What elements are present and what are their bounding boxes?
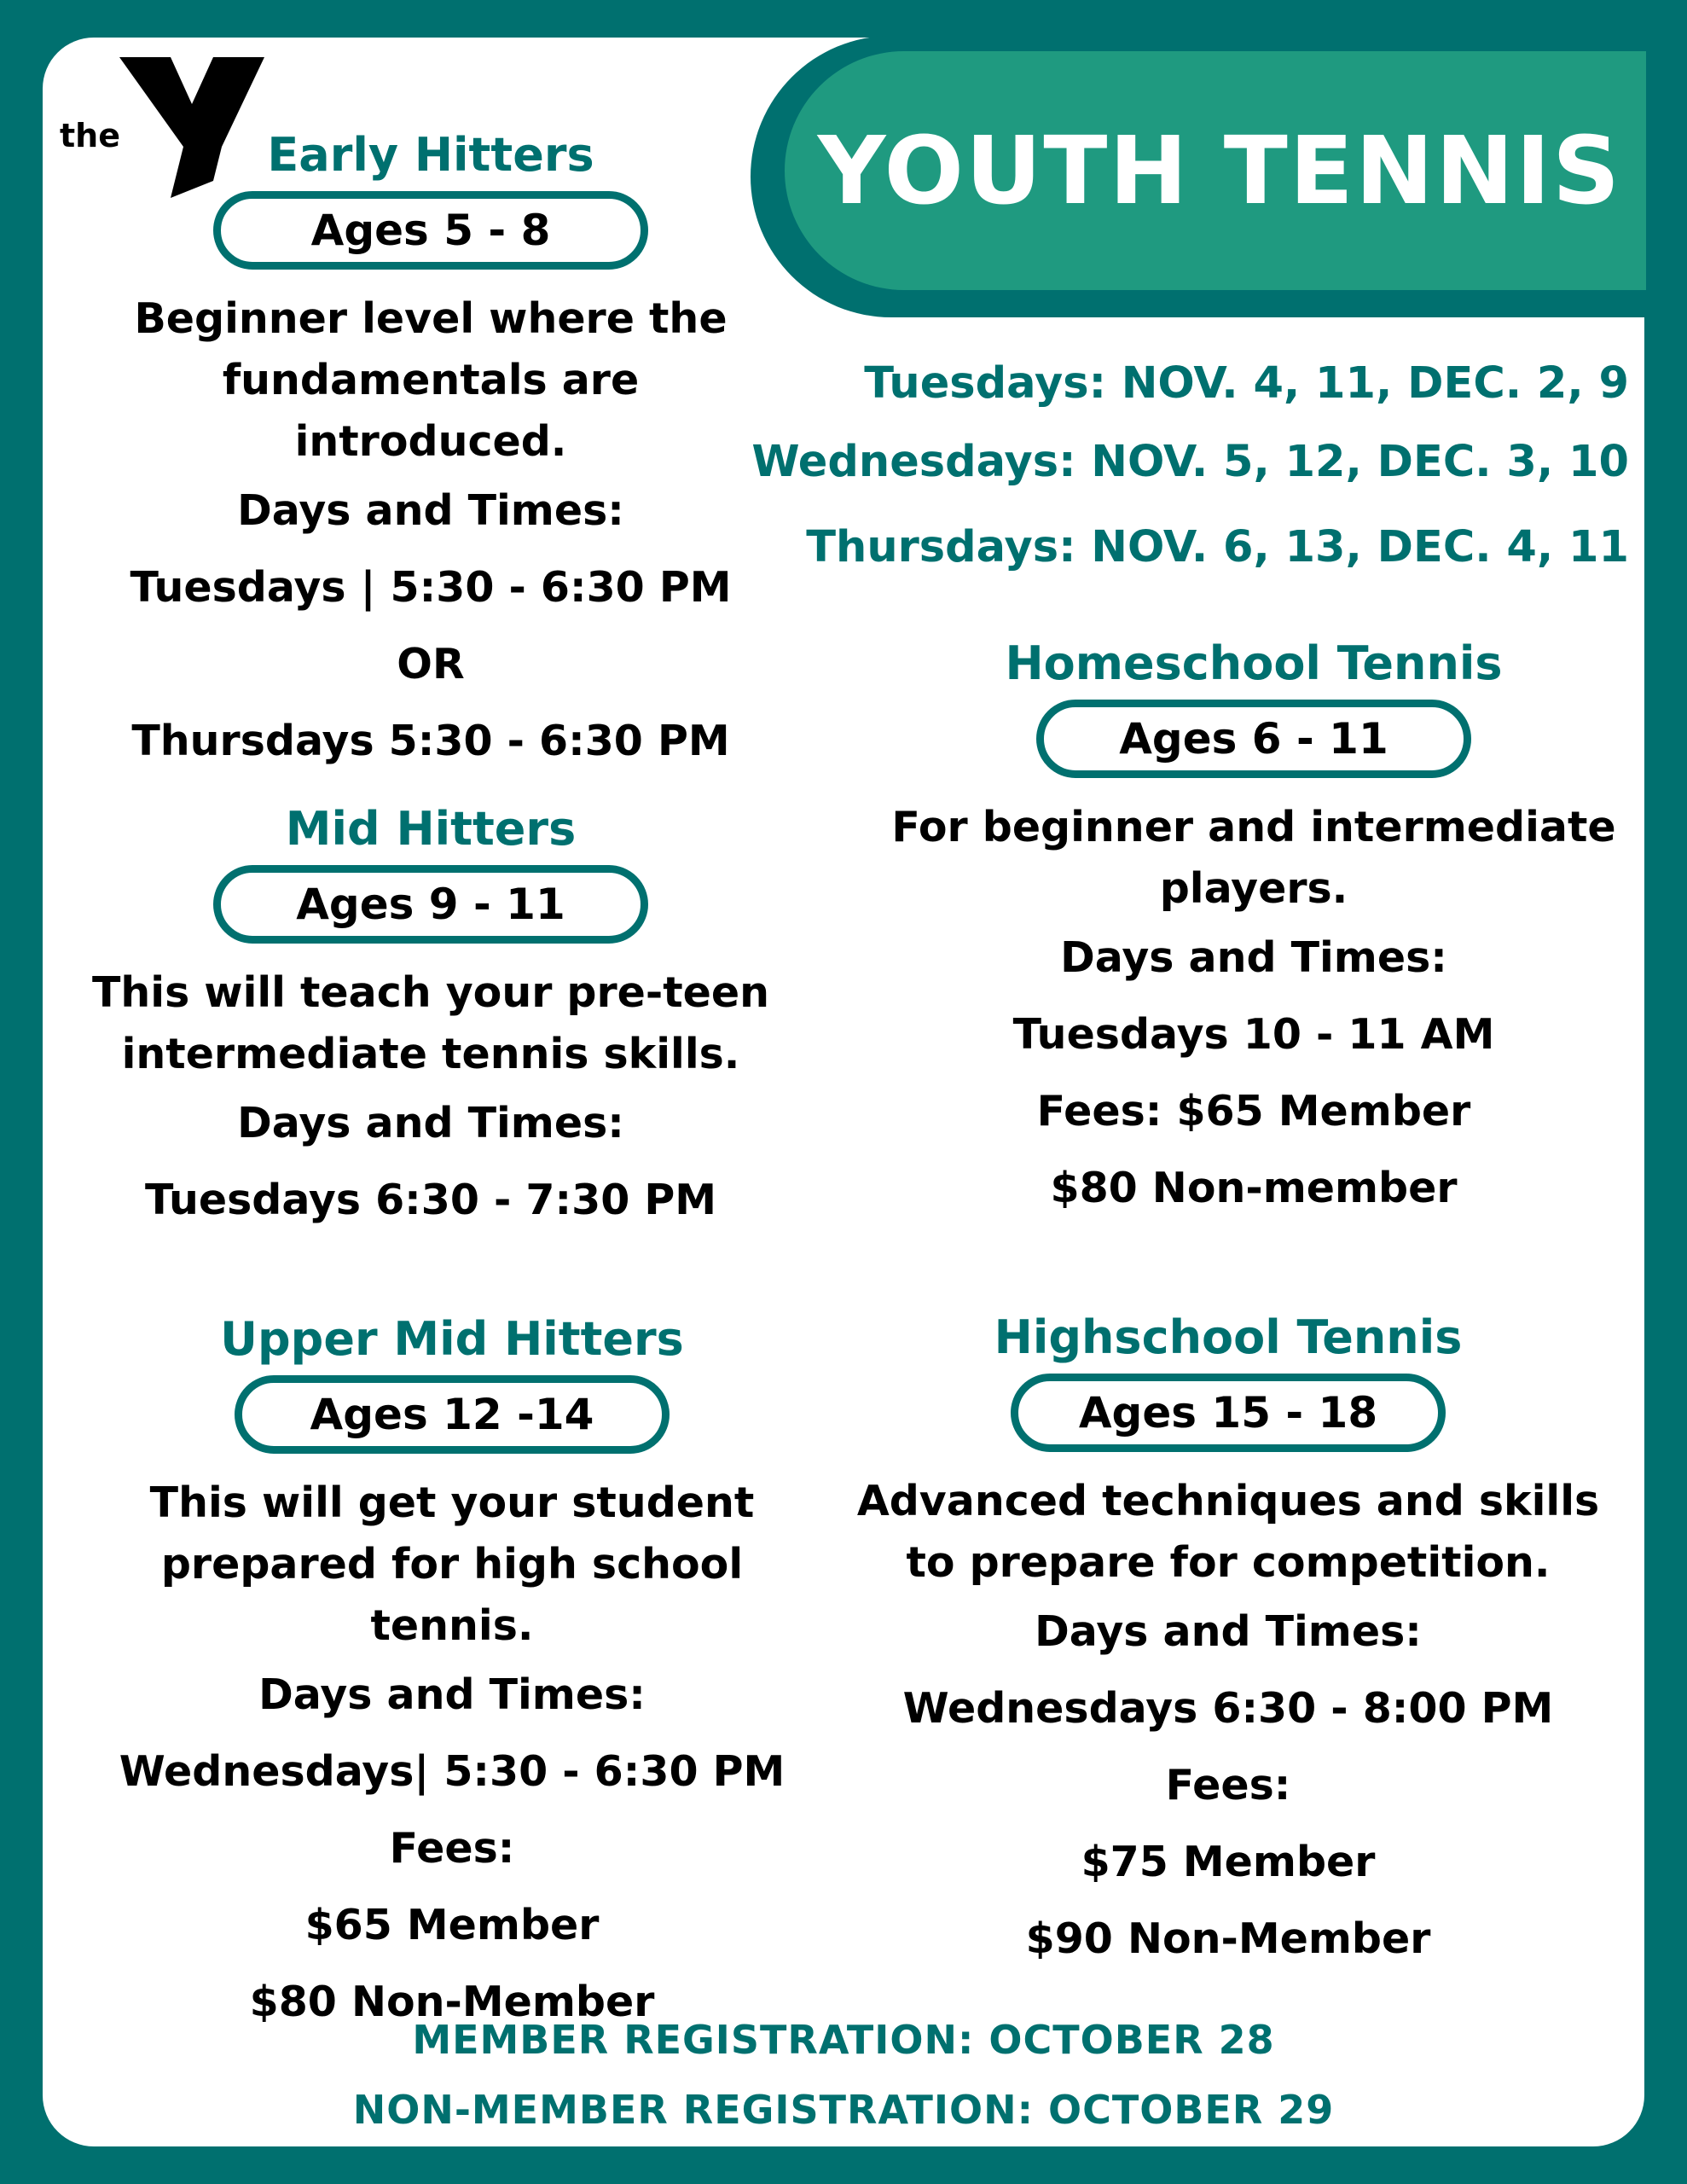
mid-hitters-desc-1: This will teach your pre-teen [91, 968, 770, 1017]
early-hitters-desc-1: Beginner level where the [134, 294, 728, 343]
mid-hitters-time-1: Tuesdays 6:30 - 7:30 PM [144, 1176, 717, 1224]
highschool-section [853, 1310, 1603, 1978]
early-hitters-days-label: Days and Times: [237, 486, 624, 535]
highschool-desc-2: to prepare for competition. [906, 1538, 1551, 1587]
logo-ymca-text: YMCA [200, 139, 223, 174]
nonmember-registration: NON-MEMBER REGISTRATION: OCTOBER 29 [352, 2087, 1335, 2133]
upper-mid-hitters-fee-nonmember: $80 Non-Member [249, 1978, 655, 2026]
logo-the-text: the [60, 117, 120, 154]
upper-mid-hitters-ages: Ages 12 -14 [235, 1375, 670, 1454]
member-registration: MEMBER REGISTRATION: OCTOBER 28 [412, 2017, 1275, 2063]
highschool-ages: Ages 15 - 18 [1011, 1374, 1446, 1452]
highschool-time-1: Wednesdays 6:30 - 8:00 PM [902, 1684, 1554, 1733]
homeschool-fee-nonmember: $80 Non-member [1050, 1164, 1458, 1212]
early-hitters-or: OR [397, 640, 465, 688]
tuesday-dates: Tuesdays: NOV. 4, 11, DEC. 2, 9 [864, 358, 1629, 409]
page-title: YOUTH TENNIS [817, 116, 1622, 225]
highschool-desc-1: Advanced techniques and skills [856, 1477, 1600, 1525]
homeschool-ages: Ages 6 - 11 [1036, 700, 1471, 778]
homeschool-time-1: Tuesdays 10 - 11 AM [1012, 1010, 1495, 1059]
thursday-dates: Thursdays: NOV. 6, 13, DEC. 4, 11 [806, 522, 1629, 572]
upper-mid-hitters-fee-member: $65 Member [304, 1901, 600, 1949]
upper-mid-hitters-fees-label: Fees: [389, 1824, 515, 1873]
mid-hitters-days-label: Days and Times: [237, 1099, 624, 1147]
highschool-fee-member: $75 Member [1081, 1838, 1376, 1886]
upper-mid-hitters-desc-2: prepared for high school tennis. [160, 1540, 744, 1650]
early-hitters-section [85, 128, 776, 780]
mid-hitters-desc-2: intermediate tennis skills. [121, 1030, 740, 1078]
homeschool-section [870, 636, 1638, 1227]
homeschool-desc-2: players. [1159, 864, 1348, 913]
early-hitters-time-2: Thursdays 5:30 - 6:30 PM [131, 717, 730, 765]
mid-hitters-title: Mid Hitters [285, 802, 577, 856]
early-hitters-ages: Ages 5 - 8 [213, 191, 648, 270]
upper-mid-hitters-section [85, 1312, 819, 2041]
wednesday-dates: Wednesdays: NOV. 5, 12, DEC. 3, 10 [751, 437, 1629, 487]
homeschool-days-label: Days and Times: [1060, 933, 1447, 982]
highschool-fee-nonmember: $90 Non-Member [1025, 1914, 1431, 1963]
highschool-title: Highschool Tennis [994, 1310, 1463, 1364]
highschool-days-label: Days and Times: [1035, 1607, 1422, 1656]
early-hitters-desc-2: fundamentals are introduced. [222, 356, 640, 466]
upper-mid-hitters-days-label: Days and Times: [258, 1670, 646, 1719]
homeschool-title: Homeschool Tennis [1005, 636, 1503, 690]
upper-mid-hitters-time-1: Wednesdays| 5:30 - 6:30 PM [119, 1747, 786, 1796]
early-hitters-time-1: Tuesdays | 5:30 - 6:30 PM [130, 563, 732, 612]
upper-mid-hitters-desc-1: This will get your student [149, 1478, 755, 1527]
mid-hitters-section [85, 802, 776, 1239]
upper-mid-hitters-title: Upper Mid Hitters [220, 1312, 684, 1366]
highschool-fees-label: Fees: [1165, 1761, 1291, 1809]
mid-hitters-ages: Ages 9 - 11 [213, 865, 648, 944]
homeschool-fee-member: Fees: $65 Member [1036, 1087, 1471, 1136]
homeschool-desc-1: For beginner and intermediate [891, 803, 1616, 851]
early-hitters-title: Early Hitters [267, 128, 594, 182]
